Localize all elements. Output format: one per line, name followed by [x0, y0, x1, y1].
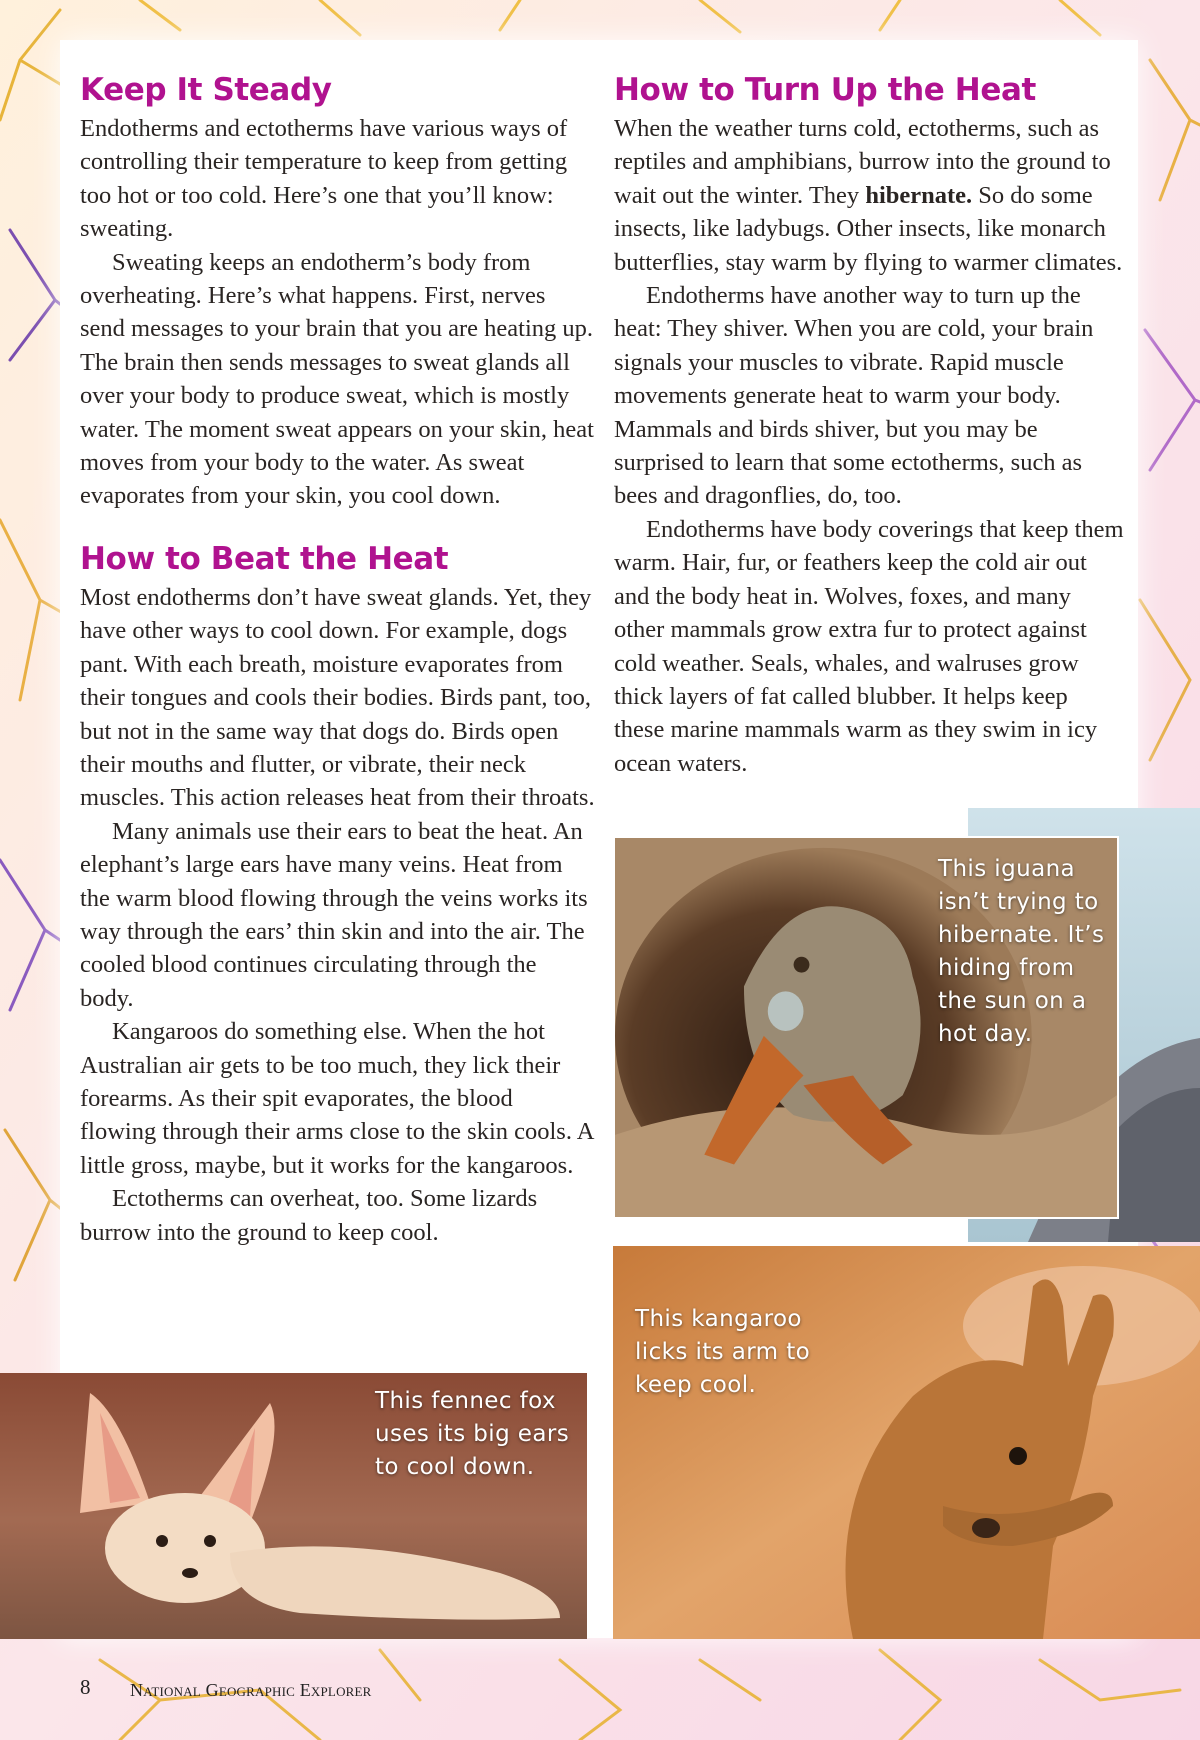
publication-name: National Geographic Explorer — [130, 1680, 372, 1700]
section-keep-it-steady — [80, 70, 595, 513]
paragraph — [614, 112, 1124, 279]
page-footer — [80, 1675, 372, 1700]
heading-how-to-beat-the-heat: How to Beat the Heat — [80, 540, 449, 577]
kangaroo-caption: This kangaroo licks its arm to keep cool. — [635, 1306, 811, 1398]
paragraph: Endotherms have another way to turn up the heat: They shiver. When you are cold, your brain signals your muscles to vibrate. Rapid muscle movements generate heat to warm your body. Mammals and birds shiver, but you may be surprised to learn that some ectotherms, such as bees and dragonflies, do, too. — [614, 282, 1094, 510]
paragraph: Many animals use their ears to beat the heat. An elephant’s large ears have many veins. Heat from the warm blood flowing through the veins works its way through the ears’ thin skin and into the air. The cooled blood continues circulating through the body. — [80, 817, 588, 1012]
paragraph: Ectotherms can overheat, too. Some lizards burrow into the ground to keep cool. — [80, 1185, 538, 1246]
iguana-caption: This iguana isn’t trying to hibernate. It’s hiding from the sun on a hot day. — [938, 856, 1105, 1047]
section-how-to-beat-the-heat — [80, 539, 595, 1249]
left-column — [80, 70, 595, 1249]
right-column — [614, 70, 1124, 780]
heading-how-to-turn-up-the-heat: How to Turn Up the Heat — [614, 72, 1036, 108]
paragraph: Endotherms have body coverings that keep them warm. Hair, fur, or feathers keep the cold air out and the body heat in. Wolves, foxes, and many other mammals grow extra fur to protect against cold weather. Seals, whales, and walruses grow thick layers of fat called blubber. It helps keep these marine mammals warm as they swim in icy ocean waters. — [614, 515, 1124, 777]
heading-keep-it-steady: Keep It Steady — [80, 72, 332, 108]
page-number: 8 — [80, 1675, 91, 1699]
paragraph: Most endotherms don’t have sweat glands. Yet, they have other ways to cool down. For example, dogs pant. With each breath, moisture evaporates from their tongues and cools their bodies. Birds pant, too, but not in the same way that dogs do. Birds open their mouths and flutter, or vibrate, their neck muscles. This action releases heat from their throats. — [80, 583, 595, 812]
text-run: When the weather turns cold, ectotherms, such as reptiles and amphibians, burrow into the ground to wait out the winter. They — [614, 115, 1111, 209]
fennec-fox-caption: This fennec fox uses its big ears to cool down. — [375, 1388, 570, 1480]
paragraph: Sweating keeps an endotherm’s body from overheating. Here’s what happens. First, nerves send messages to your brain that you are heating up. The brain then sends messages to sweat glands all over your body to produce sweat, which is mostly water. The moment sweat appears on your skin, heat moves from your body to the water. As sweat evaporates from your skin, you cool down. — [80, 248, 594, 510]
vocabulary-word: hibernate. — [865, 181, 973, 209]
paragraph: Kangaroos do something else. When the hot Australian air gets to be too much, they lick their forearms. As their spit evaporates, the blood flowing through their arms close to the skin cools. A little gross, maybe, but it works for the kangaroos. — [80, 1018, 594, 1179]
paragraph: Endotherms and ectotherms have various ways of controlling their temperature to keep from getting too hot or too cold. Here’s one that you’ll know: sweating. — [80, 115, 568, 243]
section-how-to-turn-up-the-heat — [614, 70, 1124, 780]
text-run: So do some insects, like ladybugs. Other insects, like monarch butterflies, stay warm by flying to warmer climates. — [614, 181, 1123, 276]
